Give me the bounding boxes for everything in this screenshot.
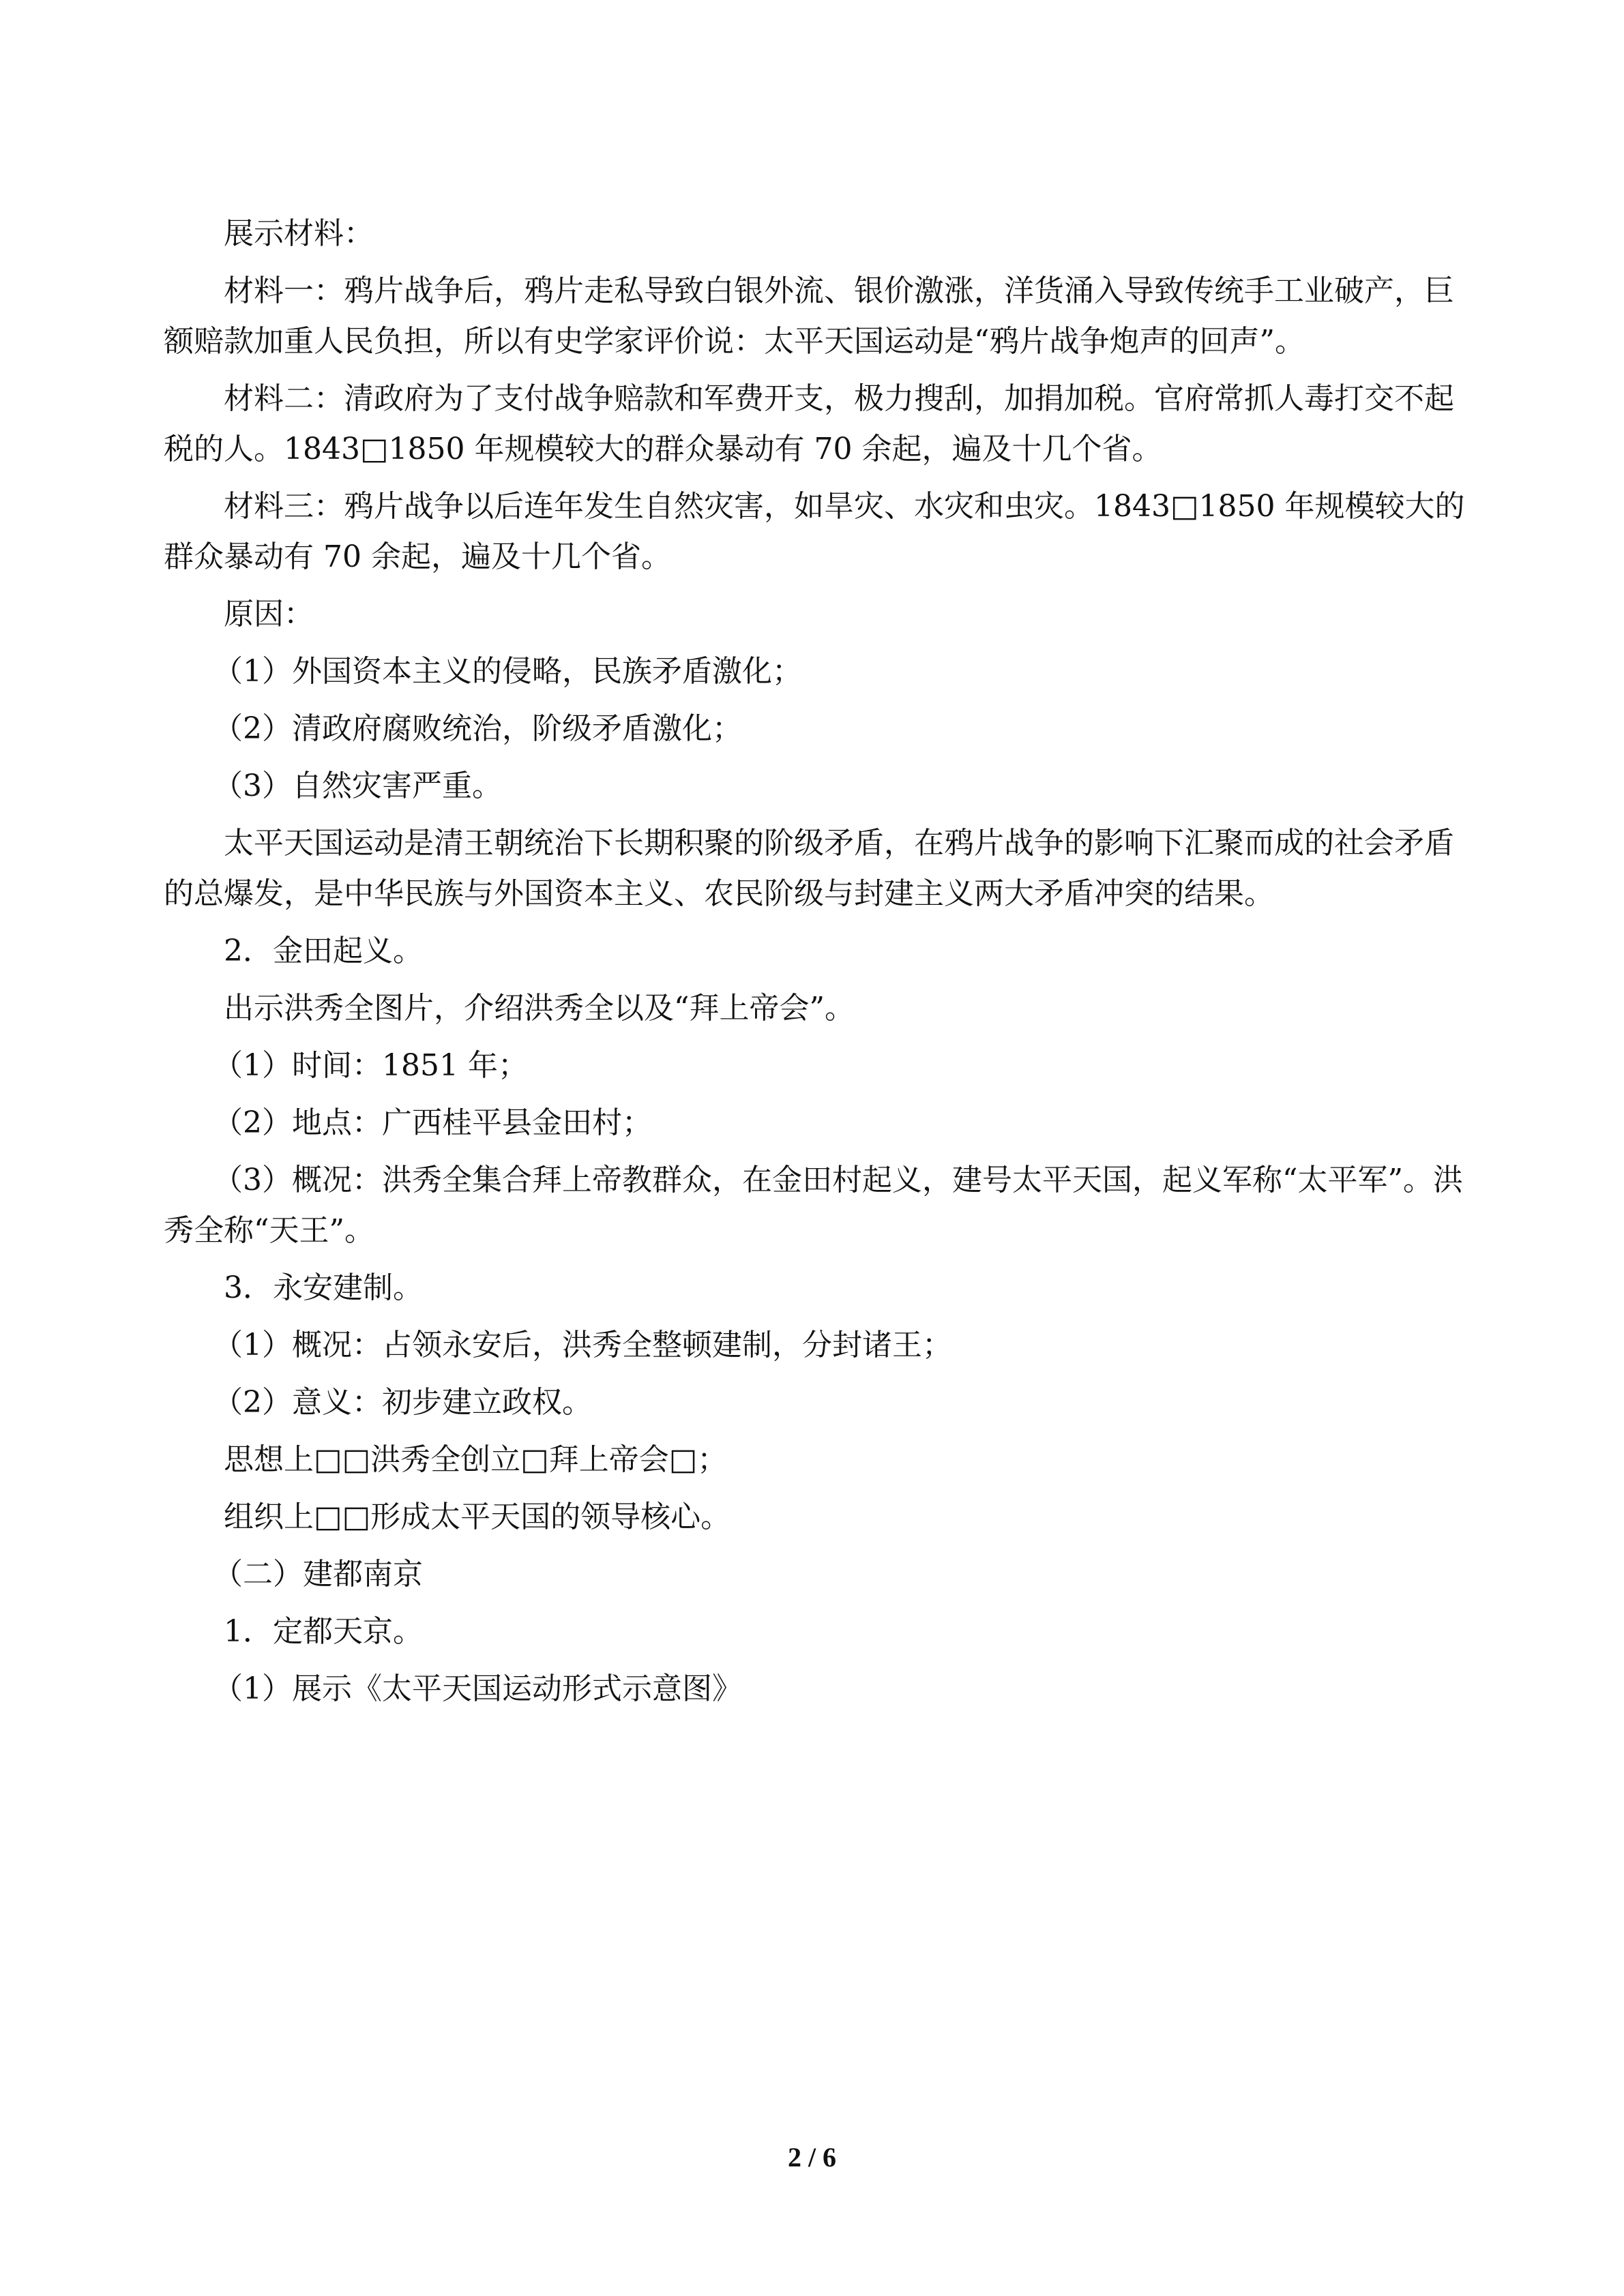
paragraph-reasons-heading: 原因： <box>224 597 314 631</box>
paragraph-summary: 太平天国运动是清王朝统治下长期积聚的阶级矛盾，在鸦片战争的影响下汇聚而成的社会矛盾的总爆发，是中华民族与外国资本主义、农民阶级与封建主义两大矛盾冲突的结果。 <box>164 826 1454 911</box>
reason-item-2: （2）清政府腐败统治，阶级矛盾激化； <box>213 711 742 746</box>
paragraph-material-one: 材料一：鸦片战争后，鸦片走私导致白银外流、银价激涨，洋货涌入导致传统手工业破产，巨额赔款加重人民负担，所以有史学家评价说：太平天国运动是“鸦片战争炮声的回声”。 <box>164 273 1454 359</box>
paragraph-material-three: 材料三：鸦片战争以后连年发生自然灾害，如旱灾、水灾和虫灾。1843□1850 年规模较大的群众暴动有 70 余起，遍及十几个省。 <box>164 489 1465 574</box>
page-number: 2 / 6 <box>787 2142 837 2173</box>
document-body <box>164 209 1480 1721</box>
show-map-note: （1）展示《太平天国运动形式示意图》 <box>213 1671 742 1706</box>
ideology-note: 思想上□□洪秀全创立□拜上帝会□； <box>224 1442 728 1477</box>
reason-item-1: （1）外国资本主义的侵略，民族矛盾激化； <box>213 654 802 689</box>
uprising-time: （1）时间：1851 年； <box>213 1048 528 1083</box>
yongan-overview: （1）概况：占领永安后，洪秀全整顿建制，分封诸王； <box>213 1328 952 1362</box>
section-yongan-system: 3．永安建制。 <box>224 1270 423 1305</box>
uprising-location: （2）地点：广西桂平县金田村； <box>213 1105 652 1140</box>
section-capital-nanjing: （二）建都南京 <box>213 1557 423 1592</box>
organization-note: 组织上□□形成太平天国的领导核心。 <box>224 1500 731 1534</box>
paragraph-hong-xiuquan: 出示洪秀全图片，介绍洪秀全以及“拜上帝会”。 <box>224 991 855 1026</box>
reason-item-3: （3）自然灾害严重。 <box>213 769 502 803</box>
paragraph-material-two: 材料二：清政府为了支付战争赔款和军费开支，极力搜刮，加捐加税。官府常抓人毒打交不起税的人。1843□1850 年规模较大的群众暴动有 70 余起，遍及十几个省。 <box>164 381 1454 466</box>
yongan-significance: （2）意义：初步建立政权。 <box>213 1385 592 1420</box>
section-capital-tianjing: 1．定都天京。 <box>224 1614 423 1649</box>
uprising-overview: （3）概况：洪秀全集合拜上帝教群众，在金田村起义，建号太平天国，起义军称“太平军”。洪秀全称“天王”。 <box>164 1163 1463 1248</box>
section-jintian-uprising: 2．金田起义。 <box>224 934 423 968</box>
paragraph-show-materials: 展示材料： <box>224 216 374 251</box>
